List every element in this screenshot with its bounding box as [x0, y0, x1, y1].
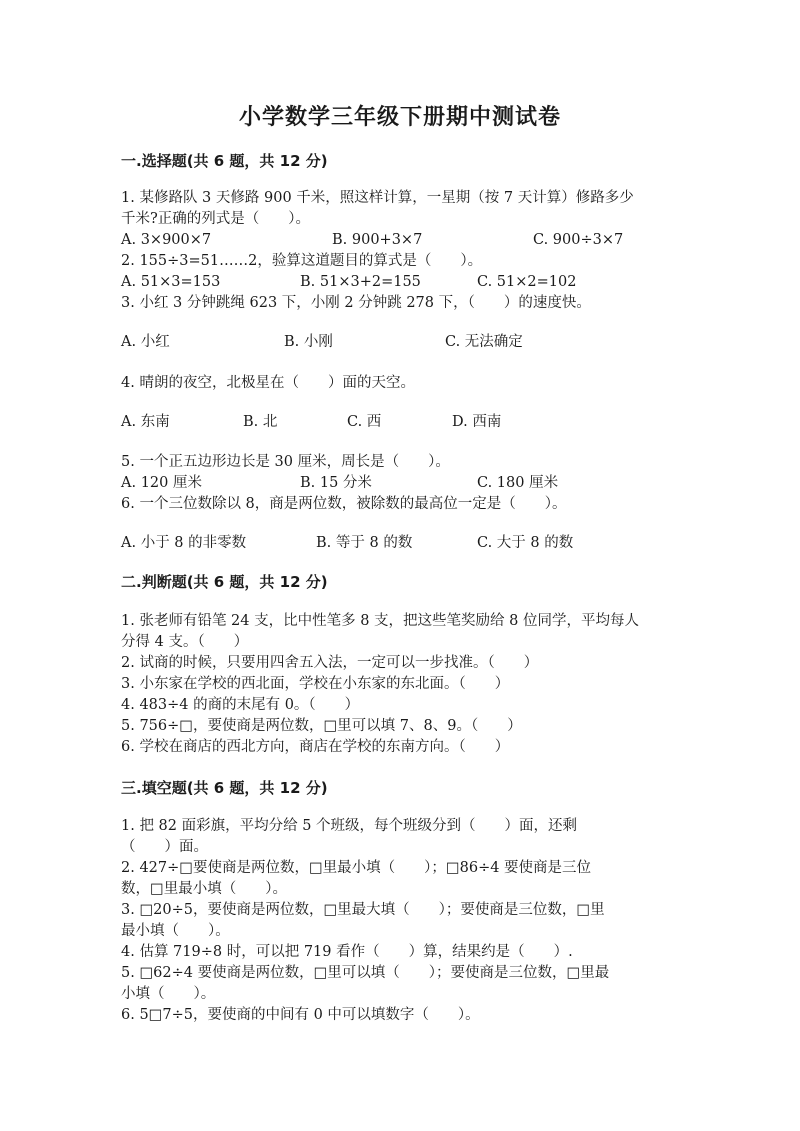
question-text: 3. 小红 3 分钟跳绳 623 下，小刚 2 分钟跳 278 下，（ ）的速度快。: [121, 295, 591, 311]
option-a: A. 3×900×7: [121, 232, 212, 248]
option-b: B. 900+3×7: [332, 232, 423, 248]
option-b: B. 51×3+2=155: [300, 274, 421, 290]
option-a: A. 东南: [121, 414, 170, 430]
option-b: B. 等于 8 的数: [316, 535, 413, 551]
option-a: A. 小于 8 的非零数: [121, 535, 247, 551]
option-c: C. 无法确定: [445, 334, 523, 350]
question-text: 2. 427÷□要使商是两位数，□里最小填（ ）；□86÷4 要使商是三位: [121, 860, 592, 876]
question-text: 最小填（ ）。: [121, 923, 230, 939]
question-text: 1. 某修路队 3 天修路 900 千米，照这样计算，一星期（按 7 天计算）修路多少: [121, 190, 634, 206]
option-d: D. 西南: [452, 414, 502, 430]
question-text: 6. 一个三位数除以 8，商是两位数，被除数的最高位一定是（ ）。: [121, 496, 567, 512]
question-text: 5. 756÷□，要使商是两位数，□里可以填 7、8、9。（ ）: [121, 718, 522, 734]
question-text: （ ）面。: [121, 839, 208, 855]
question-text: 4. 估算 719÷8 时，可以把 719 看作（ ）算，结果约是（ ）.: [121, 944, 573, 960]
section-heading-judgement: 二.判断题(共 6 题，共 12 分): [121, 573, 328, 591]
option-a: A. 120 厘米: [121, 475, 202, 491]
section-heading-fill-in: 三.填空题(共 6 题，共 12 分): [121, 779, 328, 797]
question-text: 数，□里最小填（ ）。: [121, 881, 287, 897]
option-b: B. 北: [243, 414, 278, 430]
question-text: 1. 张老师有铅笔 24 支，比中性笔多 8 支，把这些笔奖励给 8 位同学，平均每人: [121, 613, 639, 629]
option-c: C. 西: [347, 414, 382, 430]
question-text: 5. □62÷4 要使商是两位数，□里可以填（ ）；要使商是三位数，□里最: [121, 965, 610, 981]
option-c: C. 180 厘米: [477, 475, 559, 491]
question-text: 2. 155÷3=51……2，验算这道题目的算式是（ ）。: [121, 253, 483, 269]
question-text: 3. □20÷5，要使商是两位数，□里最大填（ ）；要使商是三位数，□里: [121, 902, 605, 918]
option-c: C. 900÷3×7: [533, 232, 624, 248]
question-text: 千米?正确的列式是（ ）。: [121, 211, 311, 227]
option-c: C. 51×2=102: [477, 274, 577, 290]
question-text: 4. 483÷4 的商的末尾有 0。（ ）: [121, 697, 360, 713]
option-b: B. 15 分米: [300, 475, 372, 491]
option-c: C. 大于 8 的数: [477, 535, 574, 551]
question-text: 2. 试商的时候，只要用四舍五入法，一定可以一步找准。（ ）: [121, 655, 539, 671]
section-heading-choice: 一.选择题(共 6 题，共 12 分): [121, 152, 328, 170]
question-text: 6. 学校在商店的西北方向，商店在学校的东南方向。（ ）: [121, 739, 510, 755]
question-text: 6. 5□7÷5，要使商的中间有 0 中可以填数字（ ）。: [121, 1007, 480, 1023]
option-b: B. 小刚: [284, 334, 333, 350]
question-text: 4. 晴朗的夜空，北极星在（ ）面的天空。: [121, 375, 415, 391]
question-text: 5. 一个正五边形边长是 30 厘米，周长是（ ）。: [121, 454, 450, 470]
question-text: 3. 小东家在学校的西北面，学校在小东家的东北面。（ ）: [121, 676, 510, 692]
question-text: 小填（ ）。: [121, 986, 216, 1002]
question-text: 1. 把 82 面彩旗，平均分给 5 个班级，每个班级分到（ ）面，还剩: [121, 818, 578, 834]
option-a: A. 51×3=153: [121, 274, 221, 290]
option-a: A. 小红: [121, 334, 170, 350]
question-text: 分得 4 支。（ ）: [121, 634, 249, 650]
page-title: 小学数学三年级下册期中测试卷: [238, 105, 561, 130]
